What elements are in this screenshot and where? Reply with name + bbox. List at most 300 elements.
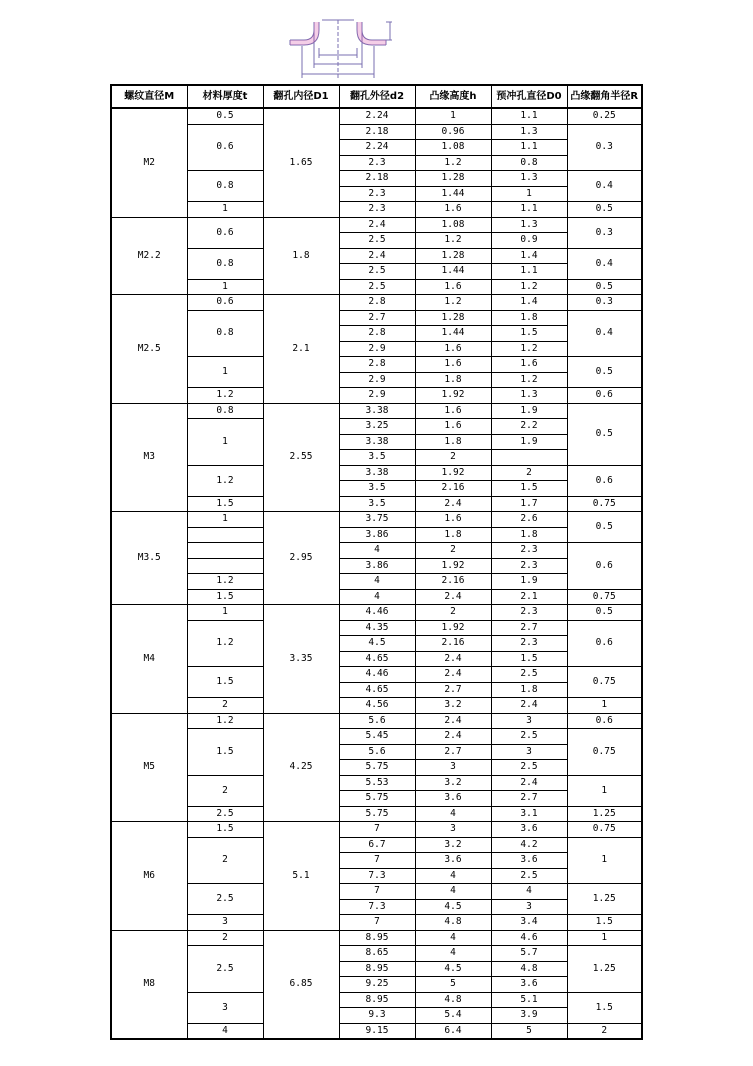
flange-height-cell: 2.16 [415,636,491,652]
outer-diameter-cell: 4.46 [339,605,415,621]
flange-height-cell: 4 [415,806,491,822]
prepunch-diameter-cell: 1.8 [491,527,567,543]
thickness-cell: 2 [187,775,263,806]
table-row [111,419,642,435]
table-row [111,543,642,559]
outer-diameter-cell: 8.95 [339,961,415,977]
flange-radius-cell: 1.25 [567,884,642,915]
outer-diameter-cell: 2.3 [339,202,415,218]
prepunch-diameter-cell: 1.1 [491,264,567,280]
flange-height-cell: 5 [415,977,491,993]
table-row [111,589,642,605]
flange-height-cell: 1.08 [415,217,491,233]
flange-radius-cell: 0.3 [567,295,642,311]
flange-height-cell: 3.2 [415,775,491,791]
prepunch-diameter-cell: 1.3 [491,171,567,187]
inner-diameter-cell: 4.25 [263,713,339,822]
outer-diameter-cell: 3.38 [339,434,415,450]
prepunch-diameter-cell: 3.6 [491,853,567,869]
table-row [111,667,642,683]
flange-radius-cell: 0.75 [567,667,642,698]
inner-diameter-cell: 1.65 [263,108,339,217]
flange-radius-cell: 0.75 [567,589,642,605]
thickness-cell: 2 [187,837,263,884]
thickness-cell: 0.5 [187,108,263,124]
flange-height-cell: 1.6 [415,279,491,295]
flange-height-cell: 3.6 [415,791,491,807]
flange-radius-cell: 1 [567,775,642,806]
flange-radius-cell: 0.5 [567,403,642,465]
prepunch-diameter-cell: 1.6 [491,357,567,373]
flange-radius-cell: 0.5 [567,605,642,621]
thickness-cell: 1 [187,357,263,388]
outer-diameter-cell: 2.5 [339,233,415,249]
thickness-cell: 4 [187,1023,263,1039]
outer-diameter-cell: 4.56 [339,698,415,714]
prepunch-diameter-cell: 2.2 [491,419,567,435]
prepunch-diameter-cell: 1.5 [491,651,567,667]
outer-diameter-cell: 4.65 [339,651,415,667]
outer-diameter-cell: 3.86 [339,558,415,574]
flange-height-cell: 2.16 [415,574,491,590]
prepunch-diameter-cell: 3.4 [491,915,567,931]
table-row [111,512,642,528]
inner-diameter-cell: 1.8 [263,217,339,295]
thickness-cell: 2 [187,930,263,946]
prepunch-diameter-cell: 1.9 [491,574,567,590]
thickness-cell [187,543,263,559]
prepunch-diameter-cell: 2.3 [491,543,567,559]
flange-height-cell: 1.6 [415,341,491,357]
prepunch-diameter-cell: 4 [491,884,567,900]
flange-height-cell: 1.6 [415,512,491,528]
prepunch-diameter-cell: 2.5 [491,760,567,776]
thickness-cell: 0.8 [187,403,263,419]
header-flange-height: 凸缘高度h [415,85,491,108]
outer-diameter-cell: 7 [339,822,415,838]
outer-diameter-cell: 2.8 [339,357,415,373]
prepunch-diameter-cell: 1.1 [491,108,567,124]
thickness-cell: 1.2 [187,465,263,496]
outer-diameter-cell: 7 [339,853,415,869]
thickness-cell: 1.5 [187,729,263,776]
thickness-cell: 1.2 [187,388,263,404]
outer-diameter-cell: 3.5 [339,481,415,497]
table-row [111,171,642,187]
flange-height-cell: 4 [415,930,491,946]
prepunch-diameter-cell: 2.4 [491,698,567,714]
table-row [111,465,642,481]
inner-diameter-cell: 2.55 [263,403,339,512]
prepunch-diameter-cell: 1.3 [491,124,567,140]
inner-diameter-cell: 2.95 [263,512,339,605]
flange-height-cell: 2.4 [415,651,491,667]
prepunch-diameter-cell: 2.7 [491,791,567,807]
flange-height-cell: 2 [415,450,491,466]
flange-height-cell: 6.4 [415,1023,491,1039]
outer-diameter-cell: 5.53 [339,775,415,791]
flange-height-cell: 3.2 [415,837,491,853]
thread-diameter-cell: M2.5 [111,295,187,404]
prepunch-diameter-cell: 2.4 [491,775,567,791]
thickness-cell: 1 [187,605,263,621]
thickness-cell: 1 [187,512,263,528]
flange-radius-cell: 0.5 [567,512,642,543]
prepunch-diameter-cell: 2.1 [491,589,567,605]
flange-height-cell: 4.8 [415,915,491,931]
prepunch-diameter-cell: 3.1 [491,806,567,822]
thickness-cell: 0.6 [187,217,263,248]
outer-diameter-cell: 4.35 [339,620,415,636]
prepunch-diameter-cell [491,450,567,466]
table-row [111,605,642,621]
prepunch-diameter-cell: 0.9 [491,233,567,249]
prepunch-diameter-cell: 1.9 [491,403,567,419]
thickness-cell: 1.2 [187,574,263,590]
prepunch-diameter-cell: 1.1 [491,140,567,156]
table-row [111,713,642,729]
table-row [111,698,642,714]
outer-diameter-cell: 2.3 [339,186,415,202]
flange-height-cell: 1.28 [415,310,491,326]
outer-diameter-cell: 6.7 [339,837,415,853]
thickness-cell: 1.5 [187,822,263,838]
flange-height-cell: 1.8 [415,434,491,450]
outer-diameter-cell: 2.24 [339,140,415,156]
flange-height-cell: 1.2 [415,295,491,311]
flange-height-cell: 2 [415,543,491,559]
thickness-cell: 1 [187,419,263,466]
outer-diameter-cell: 8.95 [339,930,415,946]
flange-radius-cell: 1.5 [567,992,642,1023]
thickness-cell: 1.2 [187,620,263,667]
outer-diameter-cell: 3.38 [339,403,415,419]
flange-height-cell: 1.8 [415,372,491,388]
outer-diameter-cell: 3.5 [339,450,415,466]
header-material-thickness: 材料厚度t [187,85,263,108]
table-row [111,248,642,264]
flange-height-cell: 4.5 [415,961,491,977]
table-row [111,822,642,838]
flange-radius-cell: 0.4 [567,310,642,357]
outer-diameter-cell: 9.3 [339,1008,415,1024]
outer-diameter-cell: 3.75 [339,512,415,528]
flange-height-cell: 1.2 [415,233,491,249]
flange-height-cell: 3 [415,822,491,838]
prepunch-diameter-cell: 2.6 [491,512,567,528]
flange-height-cell: 1.44 [415,326,491,342]
flange-height-cell: 1.28 [415,171,491,187]
flange-height-cell: 4 [415,868,491,884]
prepunch-diameter-cell: 2.5 [491,667,567,683]
outer-diameter-cell: 4.5 [339,636,415,652]
prepunch-diameter-cell: 4.8 [491,961,567,977]
flange-hole-spec-table [110,84,643,1040]
table-row [111,1023,642,1039]
flange-radius-cell: 0.25 [567,108,642,124]
table-row [111,837,642,853]
thread-diameter-cell: M3.5 [111,512,187,605]
table-row [111,915,642,931]
table-row [111,202,642,218]
flange-height-cell: 1.6 [415,403,491,419]
flange-height-cell: 3 [415,760,491,776]
outer-diameter-cell: 2.3 [339,155,415,171]
table-row [111,992,642,1008]
flange-height-cell: 4.5 [415,899,491,915]
flange-radius-cell: 0.75 [567,729,642,776]
flange-height-cell: 4.8 [415,992,491,1008]
header-hole-inner-diameter: 翻孔内径D1 [263,85,339,108]
table-row [111,279,642,295]
thickness-cell: 3 [187,992,263,1023]
flange-height-cell: 2.4 [415,729,491,745]
prepunch-diameter-cell: 1 [491,186,567,202]
outer-diameter-cell: 5.75 [339,760,415,776]
prepunch-diameter-cell: 3.9 [491,1008,567,1024]
thread-diameter-cell: M4 [111,605,187,714]
prepunch-diameter-cell: 1.3 [491,217,567,233]
outer-diameter-cell: 3.25 [339,419,415,435]
prepunch-diameter-cell: 3 [491,899,567,915]
thread-diameter-cell: M2 [111,108,187,217]
outer-diameter-cell: 4 [339,543,415,559]
table-row [111,357,642,373]
flange-radius-cell: 0.5 [567,279,642,295]
thickness-cell: 0.8 [187,171,263,202]
prepunch-diameter-cell: 1.2 [491,279,567,295]
prepunch-diameter-cell: 3 [491,744,567,760]
thickness-cell [187,558,263,574]
flange-height-cell: 2.4 [415,589,491,605]
outer-diameter-cell: 4 [339,574,415,590]
outer-diameter-cell: 3.38 [339,465,415,481]
flange-height-cell: 1.6 [415,419,491,435]
table-row [111,930,642,946]
flange-height-cell: 1.6 [415,357,491,373]
flange-radius-cell: 1 [567,698,642,714]
table-row [111,388,642,404]
header-prepunch-diameter: 预冲孔直径D0 [491,85,567,108]
table-row [111,108,642,124]
outer-diameter-cell: 3.5 [339,496,415,512]
thickness-cell: 0.8 [187,310,263,357]
outer-diameter-cell: 3.86 [339,527,415,543]
outer-diameter-cell: 4 [339,589,415,605]
prepunch-diameter-cell: 2.7 [491,620,567,636]
table-row [111,310,642,326]
outer-diameter-cell: 2.18 [339,124,415,140]
prepunch-diameter-cell: 3.6 [491,977,567,993]
flange-radius-cell: 0.4 [567,248,642,279]
thickness-cell: 1 [187,279,263,295]
flange-height-cell: 1.2 [415,155,491,171]
thickness-cell: 1.5 [187,496,263,512]
table-row [111,946,642,962]
prepunch-diameter-cell: 1.8 [491,682,567,698]
flange-hole-cross-section-diagram [282,18,394,80]
thickness-cell: 3 [187,915,263,931]
header-thread-diameter: 螺纹直径M [111,85,187,108]
flange-radius-cell: 0.4 [567,171,642,202]
table-row [111,124,642,140]
flange-height-cell: 1.92 [415,465,491,481]
prepunch-diameter-cell: 4.6 [491,930,567,946]
prepunch-diameter-cell: 2.3 [491,558,567,574]
prepunch-diameter-cell: 2.5 [491,868,567,884]
thread-diameter-cell: M8 [111,930,187,1039]
flange-height-cell: 5.4 [415,1008,491,1024]
table-row [111,527,642,543]
prepunch-diameter-cell: 5 [491,1023,567,1039]
outer-diameter-cell: 9.25 [339,977,415,993]
outer-diameter-cell: 7.3 [339,899,415,915]
flange-radius-cell: 0.6 [567,388,642,404]
outer-diameter-cell: 2.9 [339,341,415,357]
outer-diameter-cell: 2.8 [339,295,415,311]
table-row [111,217,642,233]
outer-diameter-cell: 5.6 [339,744,415,760]
flange-height-cell: 1.8 [415,527,491,543]
inner-diameter-cell: 3.35 [263,605,339,714]
flange-height-cell: 1.44 [415,186,491,202]
flange-height-cell: 3.2 [415,698,491,714]
flange-radius-cell: 1.25 [567,806,642,822]
table-row [111,729,642,745]
table-row [111,574,642,590]
outer-diameter-cell: 2.9 [339,388,415,404]
flange-height-cell: 2 [415,605,491,621]
outer-diameter-cell: 4.65 [339,682,415,698]
thickness-cell: 1.2 [187,713,263,729]
flange-height-cell: 3.6 [415,853,491,869]
outer-diameter-cell: 5.75 [339,791,415,807]
flange-radius-cell: 1 [567,930,642,946]
outer-diameter-cell: 2.9 [339,372,415,388]
table-row [111,558,642,574]
flange-height-cell: 1.6 [415,202,491,218]
flange-radius-cell: 0.75 [567,822,642,838]
prepunch-diameter-cell: 2.3 [491,636,567,652]
flange-height-cell: 4 [415,946,491,962]
thickness-cell: 1.5 [187,589,263,605]
outer-diameter-cell: 2.7 [339,310,415,326]
thickness-cell: 2 [187,698,263,714]
outer-diameter-cell: 2.18 [339,171,415,187]
outer-diameter-cell: 2.4 [339,217,415,233]
outer-diameter-cell: 8.65 [339,946,415,962]
outer-diameter-cell: 7 [339,915,415,931]
inner-diameter-cell: 2.1 [263,295,339,404]
thickness-cell: 2.5 [187,946,263,993]
outer-diameter-cell: 2.4 [339,248,415,264]
prepunch-diameter-cell: 1.7 [491,496,567,512]
flange-height-cell: 1.44 [415,264,491,280]
flange-radius-cell: 0.3 [567,217,642,248]
prepunch-diameter-cell: 1.5 [491,326,567,342]
flange-height-cell: 2.4 [415,496,491,512]
prepunch-diameter-cell: 1.4 [491,248,567,264]
prepunch-diameter-cell: 4.2 [491,837,567,853]
outer-diameter-cell: 5.45 [339,729,415,745]
prepunch-diameter-cell: 1.2 [491,341,567,357]
thickness-cell: 1 [187,202,263,218]
flange-radius-cell: 0.5 [567,357,642,388]
prepunch-diameter-cell: 1.1 [491,202,567,218]
outer-diameter-cell: 9.15 [339,1023,415,1039]
flange-height-cell: 2.7 [415,744,491,760]
flange-height-cell: 1.92 [415,558,491,574]
prepunch-diameter-cell: 1.2 [491,372,567,388]
outer-diameter-cell: 4.46 [339,667,415,683]
table-row [111,496,642,512]
outer-diameter-cell: 7 [339,884,415,900]
thickness-cell: 2.5 [187,884,263,915]
thread-diameter-cell: M3 [111,403,187,512]
flange-radius-cell: 1.25 [567,946,642,993]
thread-diameter-cell: M5 [111,713,187,822]
flange-radius-cell: 1 [567,837,642,884]
prepunch-diameter-cell: 2.5 [491,729,567,745]
table-row [111,775,642,791]
flange-height-cell: 1.92 [415,620,491,636]
thickness-cell: 0.6 [187,295,263,311]
prepunch-diameter-cell: 3 [491,713,567,729]
flange-radius-cell: 0.6 [567,543,642,590]
flange-height-cell: 2.16 [415,481,491,497]
flange-height-cell: 2.4 [415,667,491,683]
table-row [111,403,642,419]
flange-radius-cell: 0.75 [567,496,642,512]
flange-radius-cell: 1.5 [567,915,642,931]
prepunch-diameter-cell: 2.3 [491,605,567,621]
flange-radius-cell: 2 [567,1023,642,1039]
flange-height-cell: 2.7 [415,682,491,698]
flange-height-cell: 1.28 [415,248,491,264]
prepunch-diameter-cell: 1.4 [491,295,567,311]
table-row [111,884,642,900]
outer-diameter-cell: 8.95 [339,992,415,1008]
flange-radius-cell: 0.3 [567,124,642,171]
flange-height-cell: 0.96 [415,124,491,140]
prepunch-diameter-cell: 5.1 [491,992,567,1008]
flange-height-cell: 2.4 [415,713,491,729]
outer-diameter-cell: 5.75 [339,806,415,822]
outer-diameter-cell: 2.24 [339,108,415,124]
outer-diameter-cell: 2.5 [339,279,415,295]
outer-diameter-cell: 5.6 [339,713,415,729]
prepunch-diameter-cell: 1.9 [491,434,567,450]
inner-diameter-cell: 5.1 [263,822,339,931]
flange-height-cell: 1 [415,108,491,124]
header-flange-radius: 凸缘翻角半径R [567,85,642,108]
flange-radius-cell: 0.6 [567,713,642,729]
prepunch-diameter-cell: 5.7 [491,946,567,962]
flange-height-cell: 1.08 [415,140,491,156]
header-row [111,85,642,108]
outer-diameter-cell: 7.3 [339,868,415,884]
outer-diameter-cell: 2.5 [339,264,415,280]
prepunch-diameter-cell: 2 [491,465,567,481]
table-row [111,295,642,311]
flange-radius-cell: 0.5 [567,202,642,218]
prepunch-diameter-cell: 1.5 [491,481,567,497]
flange-height-cell: 1.92 [415,388,491,404]
flange-radius-cell: 0.6 [567,620,642,667]
inner-diameter-cell: 6.85 [263,930,339,1039]
flange-height-cell: 4 [415,884,491,900]
header-hole-outer-diameter: 翻孔外径d2 [339,85,415,108]
